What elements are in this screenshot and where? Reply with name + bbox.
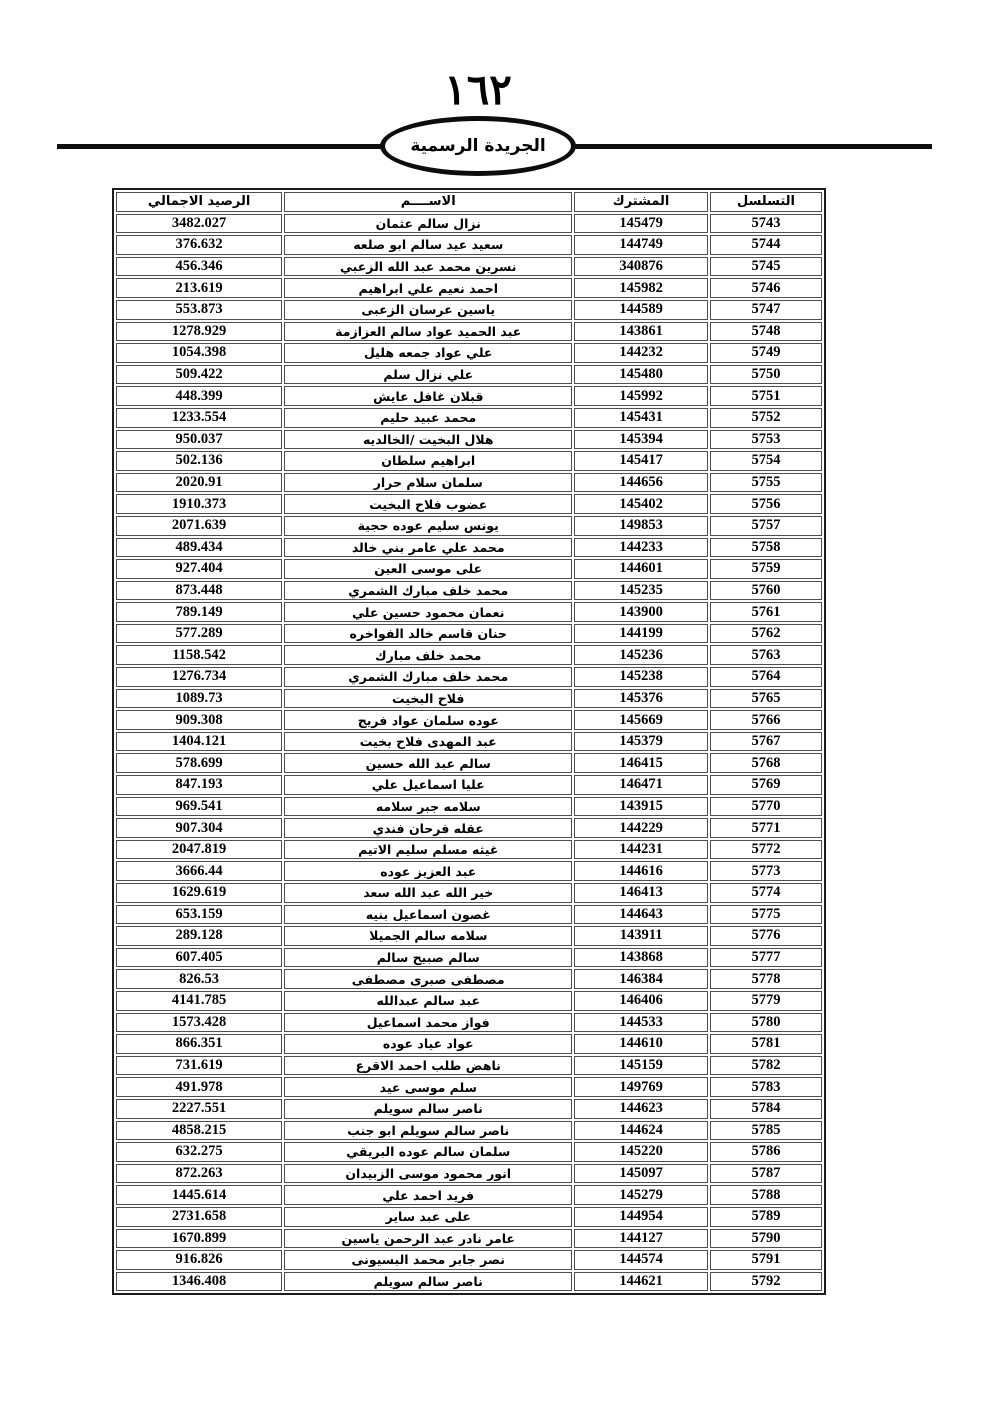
table-header-row [116,192,822,212]
cell-name: سلامه جبر سلامه [284,797,572,817]
cell-balance: 632.275 [116,1142,282,1162]
cell-name: سالم صبيح سالم [284,948,572,968]
cell-name: نزال سالم عثمان [284,214,572,234]
cell-balance: 4858.215 [116,1121,282,1141]
cell-subscriber: 144589 [574,300,708,320]
cell-subscriber: 146415 [574,753,708,773]
table-row [116,494,822,514]
cell-name: غصون اسماعيل بنيه [284,905,572,925]
cell-serial: 5752 [710,408,822,428]
cell-serial: 5743 [710,214,822,234]
cell-balance: 577.289 [116,624,282,644]
cell-subscriber: 144231 [574,840,708,860]
cell-serial: 5771 [710,818,822,838]
cell-balance: 578.699 [116,753,282,773]
cell-subscriber: 340876 [574,257,708,277]
cell-subscriber: 145992 [574,386,708,406]
cell-serial: 5770 [710,797,822,817]
table-row [116,1121,822,1141]
cell-serial: 5778 [710,969,822,989]
table-row [116,235,822,255]
table-row [116,883,822,903]
cell-balance: 289.128 [116,926,282,946]
cell-subscriber: 145379 [574,732,708,752]
cell-name: ناصر سالم سويلم [284,1099,572,1119]
cell-subscriber: 144643 [574,905,708,925]
table-row [116,214,822,234]
cell-serial: 5754 [710,451,822,471]
cell-serial: 5784 [710,1099,822,1119]
cell-subscriber: 145376 [574,689,708,709]
table-row [116,1185,822,1205]
cell-serial: 5766 [710,710,822,730]
table-row [116,969,822,989]
cell-subscriber: 144574 [574,1250,708,1270]
cell-name: عضوب فلاح البخيت [284,494,572,514]
cell-balance: 2047.819 [116,840,282,860]
cell-subscriber: 144954 [574,1207,708,1227]
cell-balance: 1278.929 [116,322,282,342]
cell-subscriber: 144233 [574,538,708,558]
table-row [116,559,822,579]
table-row [116,1142,822,1162]
cell-balance: 1910.373 [116,494,282,514]
cell-balance: 2071.639 [116,516,282,536]
cell-name: مصطفى صبرى مصطفى [284,969,572,989]
cell-name: يونس سليم عوده حجية [284,516,572,536]
cell-subscriber: 144199 [574,624,708,644]
cell-name: على موسى العين [284,559,572,579]
cell-balance: 3666.44 [116,861,282,881]
header-name: الاســــم [284,192,572,212]
cell-serial: 5792 [710,1272,822,1292]
cell-name: على عبد ساير [284,1207,572,1227]
cell-balance: 1233.554 [116,408,282,428]
cell-balance: 731.619 [116,1056,282,1076]
cell-subscriber: 143900 [574,602,708,622]
table-row [116,1034,822,1054]
cell-balance: 1445.614 [116,1185,282,1205]
cell-name: فريد احمد علي [284,1185,572,1205]
subscribers-table [112,188,826,1295]
cell-serial: 5745 [710,257,822,277]
cell-name: حنان قاسم خالد الفواخره [284,624,572,644]
cell-balance: 2227.551 [116,1099,282,1119]
cell-serial: 5750 [710,365,822,385]
cell-name: ابراهيم سلطان [284,451,572,471]
cell-subscriber: 146471 [574,775,708,795]
cell-subscriber: 145220 [574,1142,708,1162]
cell-balance: 1346.408 [116,1272,282,1292]
cell-balance: 873.448 [116,581,282,601]
cell-name: محمد خلف مبارك [284,645,572,665]
cell-serial: 5756 [710,494,822,514]
cell-name: عليا اسماعيل علي [284,775,572,795]
cell-balance: 1089.73 [116,689,282,709]
cell-balance: 1054.398 [116,343,282,363]
cell-name: سلمان سلام حرار [284,473,572,493]
cell-balance: 872.263 [116,1164,282,1184]
cell-subscriber: 144616 [574,861,708,881]
cell-balance: 491.978 [116,1077,282,1097]
gazette-banner-title: الجريدة الرسمية [410,136,546,156]
cell-name: محمد علي عامر بني خالد [284,538,572,558]
cell-balance: 927.404 [116,559,282,579]
cell-name: خير الله عبد الله سعد [284,883,572,903]
cell-balance: 2020.91 [116,473,282,493]
table-row [116,948,822,968]
table-row [116,1099,822,1119]
cell-subscriber: 143861 [574,322,708,342]
cell-subscriber: 143911 [574,926,708,946]
cell-serial: 5773 [710,861,822,881]
table-row [116,926,822,946]
cell-name: فلاح البخيت [284,689,572,709]
cell-serial: 5790 [710,1229,822,1249]
table-row [116,1207,822,1227]
cell-balance: 4141.785 [116,991,282,1011]
cell-subscriber: 145431 [574,408,708,428]
cell-subscriber: 144656 [574,473,708,493]
cell-subscriber: 144232 [574,343,708,363]
cell-balance: 448.399 [116,386,282,406]
table-row [116,710,822,730]
table-row [116,278,822,298]
cell-name: سالم عبد الله حسين [284,753,572,773]
table-row [116,1056,822,1076]
cell-serial: 5762 [710,624,822,644]
cell-subscriber: 144623 [574,1099,708,1119]
table-row [116,365,822,385]
cell-balance: 3482.027 [116,214,282,234]
cell-serial: 5748 [710,322,822,342]
cell-serial: 5765 [710,689,822,709]
cell-name: عواد عياد عوده [284,1034,572,1054]
cell-subscriber: 144229 [574,818,708,838]
cell-name: ناهض طلب احمد الاقرع [284,1056,572,1076]
table-row [116,645,822,665]
cell-subscriber: 144621 [574,1272,708,1292]
cell-balance: 1404.121 [116,732,282,752]
cell-serial: 5761 [710,602,822,622]
cell-name: محمد خلف مبارك الشمري [284,667,572,687]
cell-serial: 5779 [710,991,822,1011]
cell-serial: 5789 [710,1207,822,1227]
cell-serial: 5772 [710,840,822,860]
table-row [116,775,822,795]
cell-name: عبد المهدى فلاح بخيت [284,732,572,752]
cell-name: ناصر سالم سويلم [284,1272,572,1292]
cell-name: عقله فرحان فندي [284,818,572,838]
table-row [116,451,822,471]
cell-balance: 1670.899 [116,1229,282,1249]
cell-balance: 916.826 [116,1250,282,1270]
cell-subscriber: 145480 [574,365,708,385]
cell-name: ناصر سالم سويلم ابو جنب [284,1121,572,1141]
table-row [116,689,822,709]
cell-subscriber: 145479 [574,214,708,234]
table-row [116,753,822,773]
cell-balance: 213.619 [116,278,282,298]
cell-subscriber: 145394 [574,430,708,450]
table-row [116,991,822,1011]
table-row [116,257,822,277]
table-row [116,1229,822,1249]
cell-serial: 5767 [710,732,822,752]
cell-balance: 553.873 [116,300,282,320]
cell-serial: 5757 [710,516,822,536]
cell-name: هلال البخيت /الخالديه [284,430,572,450]
cell-name: عبد سالم عبدالله [284,991,572,1011]
cell-serial: 5788 [710,1185,822,1205]
cell-balance: 489.434 [116,538,282,558]
cell-serial: 5751 [710,386,822,406]
cell-balance: 969.541 [116,797,282,817]
cell-name: سلمان سالم عوده البريقي [284,1142,572,1162]
cell-serial: 5758 [710,538,822,558]
cell-name: فواز محمد اسماعيل [284,1013,572,1033]
table-row [116,732,822,752]
cell-balance: 653.159 [116,905,282,925]
cell-serial: 5759 [710,559,822,579]
cell-name: محمد عبيد حليم [284,408,572,428]
cell-serial: 5774 [710,883,822,903]
table-row [116,386,822,406]
table-row [116,473,822,493]
table-row [116,624,822,644]
cell-serial: 5755 [710,473,822,493]
header-balance: الرصيد الاجمالي [116,192,282,212]
table-row [116,343,822,363]
cell-balance: 950.037 [116,430,282,450]
cell-name: علي نزال سلم [284,365,572,385]
cell-serial: 5782 [710,1056,822,1076]
cell-subscriber: 144624 [574,1121,708,1141]
header-serial: التسلسل [710,192,822,212]
cell-serial: 5769 [710,775,822,795]
table-row [116,516,822,536]
cell-balance: 509.422 [116,365,282,385]
cell-serial: 5786 [710,1142,822,1162]
cell-subscriber: 146384 [574,969,708,989]
cell-balance: 456.346 [116,257,282,277]
cell-subscriber: 145159 [574,1056,708,1076]
cell-subscriber: 143868 [574,948,708,968]
table-row [116,408,822,428]
cell-subscriber: 145238 [574,667,708,687]
cell-balance: 909.308 [116,710,282,730]
cell-subscriber: 145279 [574,1185,708,1205]
table-row [116,322,822,342]
cell-name: عامر نادر عبد الرحمن ياسين [284,1229,572,1249]
table-row [116,538,822,558]
table-row [116,602,822,622]
page-number: ١٦٢ [444,65,512,114]
cell-balance: 607.405 [116,948,282,968]
cell-balance: 907.304 [116,818,282,838]
cell-serial: 5768 [710,753,822,773]
cell-serial: 5760 [710,581,822,601]
cell-name: عبد العزيز عوده [284,861,572,881]
table-row [116,818,822,838]
table-row [116,300,822,320]
cell-serial: 5787 [710,1164,822,1184]
table-row [116,861,822,881]
cell-name: نسرين محمد عبد الله الزعبي [284,257,572,277]
cell-name: سلامه سالم الجميلا [284,926,572,946]
cell-subscriber: 144533 [574,1013,708,1033]
cell-name: عوده سلمان عواد فريج [284,710,572,730]
table-header [116,192,822,212]
cell-balance: 789.149 [116,602,282,622]
table-row [116,840,822,860]
cell-balance: 1276.734 [116,667,282,687]
cell-serial: 5775 [710,905,822,925]
cell-subscriber: 145982 [574,278,708,298]
cell-subscriber: 145235 [574,581,708,601]
table-row [116,905,822,925]
cell-subscriber: 144601 [574,559,708,579]
cell-balance: 2731.658 [116,1207,282,1227]
table-row [116,1164,822,1184]
cell-subscriber: 149769 [574,1077,708,1097]
cell-serial: 5781 [710,1034,822,1054]
cell-balance: 1629.619 [116,883,282,903]
cell-name: محمد خلف مبارك الشمري [284,581,572,601]
table-row [116,430,822,450]
cell-balance: 866.351 [116,1034,282,1054]
cell-subscriber: 146406 [574,991,708,1011]
cell-name: انور محمود موسى الزبيدان [284,1164,572,1184]
cell-name: غيثه مسلم سليم الاتيم [284,840,572,860]
table-row [116,667,822,687]
cell-serial: 5744 [710,235,822,255]
cell-serial: 5753 [710,430,822,450]
table-row [116,1077,822,1097]
cell-serial: 5791 [710,1250,822,1270]
cell-name: سعيد عيد سالم ابو صلعه [284,235,572,255]
cell-serial: 5780 [710,1013,822,1033]
cell-subscriber: 145417 [574,451,708,471]
cell-serial: 5783 [710,1077,822,1097]
table-body [116,214,822,1292]
cell-serial: 5776 [710,926,822,946]
cell-subscriber: 149853 [574,516,708,536]
cell-name: قبلان غافل عايش [284,386,572,406]
header-subscriber: المشترك [574,192,708,212]
table-row [116,1272,822,1292]
gazette-banner-ellipse [380,116,576,176]
cell-serial: 5763 [710,645,822,665]
cell-name: ياسين عرسان الزعبى [284,300,572,320]
cell-name: علي عواد جمعه هليل [284,343,572,363]
cell-balance: 847.193 [116,775,282,795]
table-row [116,1013,822,1033]
cell-subscriber: 145402 [574,494,708,514]
cell-name: نصر جابر محمد البسيونى [284,1250,572,1270]
cell-subscriber: 145236 [574,645,708,665]
cell-subscriber: 144610 [574,1034,708,1054]
cell-balance: 502.136 [116,451,282,471]
cell-name: احمد نعيم علي ابراهيم [284,278,572,298]
cell-subscriber: 144127 [574,1229,708,1249]
table-row [116,1250,822,1270]
cell-name: عبد الحميد عواد سالم العزازمة [284,322,572,342]
cell-balance: 376.632 [116,235,282,255]
cell-subscriber: 145669 [574,710,708,730]
cell-balance: 826.53 [116,969,282,989]
cell-subscriber: 145097 [574,1164,708,1184]
cell-serial: 5777 [710,948,822,968]
cell-balance: 1573.428 [116,1013,282,1033]
cell-serial: 5764 [710,667,822,687]
table-row [116,581,822,601]
cell-name: سلم موسى عيد [284,1077,572,1097]
cell-serial: 5749 [710,343,822,363]
cell-subscriber: 143915 [574,797,708,817]
cell-subscriber: 144749 [574,235,708,255]
cell-subscriber: 146413 [574,883,708,903]
cell-balance: 1158.542 [116,645,282,665]
cell-name: نعمان محمود حسين علي [284,602,572,622]
cell-serial: 5746 [710,278,822,298]
table-row [116,797,822,817]
cell-serial: 5747 [710,300,822,320]
cell-serial: 5785 [710,1121,822,1141]
